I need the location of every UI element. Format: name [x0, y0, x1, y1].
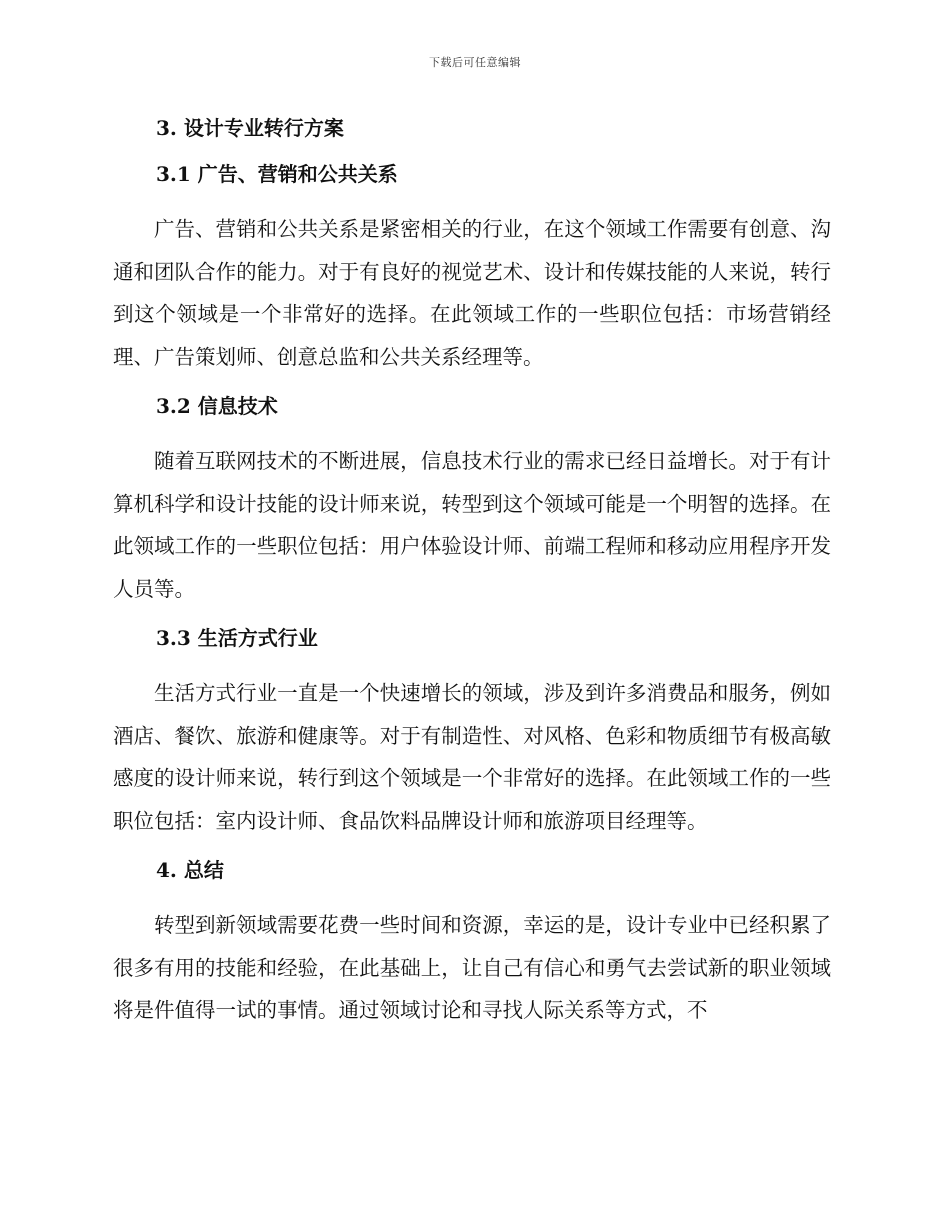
section-3-heading: 3. 设计专业转行方案: [156, 116, 344, 140]
page-header-note: 下载后可任意编辑: [429, 56, 521, 69]
section-4-paragraph: 转型到新领域需要花费一些时间和资源，幸运的是，设计专业中已经积累了很多有用的技能和经验，在此基础上，让自己有信心和勇气去尝试新的职业领域将是件值得一试的事情。通过领域讨论和寻找人际关系等方式，不: [113, 913, 831, 1022]
section-3-1-paragraph: 广告、营销和公共关系是紧密相关的行业，在这个领域工作需要有创意、沟通和团队合作的能力。对于有良好的视觉艺术、设计和传媒技能的人来说，转行到这个领域是一个非常好的选择。在此领域工作的一些职位包括：市场营销经理、广告策划师、创意总监和公共关系经理等。: [113, 217, 831, 369]
section-3-2-heading: 3.2 信息技术: [156, 394, 278, 418]
section-3-2-paragraph: 随着互联网技术的不断进展，信息技术行业的需求已经日益增长。对于有计算机科学和设计技能的设计师来说，转型到这个领域可能是一个明智的选择。在此领域工作的一些职位包括：用户体验设计师、前端工程师和移动应用程序开发人员等。: [113, 449, 831, 601]
section-3-3-paragraph: 生活方式行业一直是一个快速增长的领域，涉及到许多消费品和服务，例如酒店、餐饮、旅游和健康等。对于有制造性、对风格、色彩和物质细节有极高敏感度的设计师来说，转行到这个领域是一个非常好的选择。在此领域工作的一些职位包括：室内设计师、食品饮料品牌设计师和旅游项目经理等。: [113, 681, 831, 833]
section-3-3-heading: 3.3 生活方式行业: [156, 626, 318, 650]
section-3-1-heading: 3.1 广告、营销和公共关系: [156, 162, 398, 186]
section-4-heading: 4. 总结: [156, 858, 224, 882]
document-body: [113, 110, 831, 1032]
